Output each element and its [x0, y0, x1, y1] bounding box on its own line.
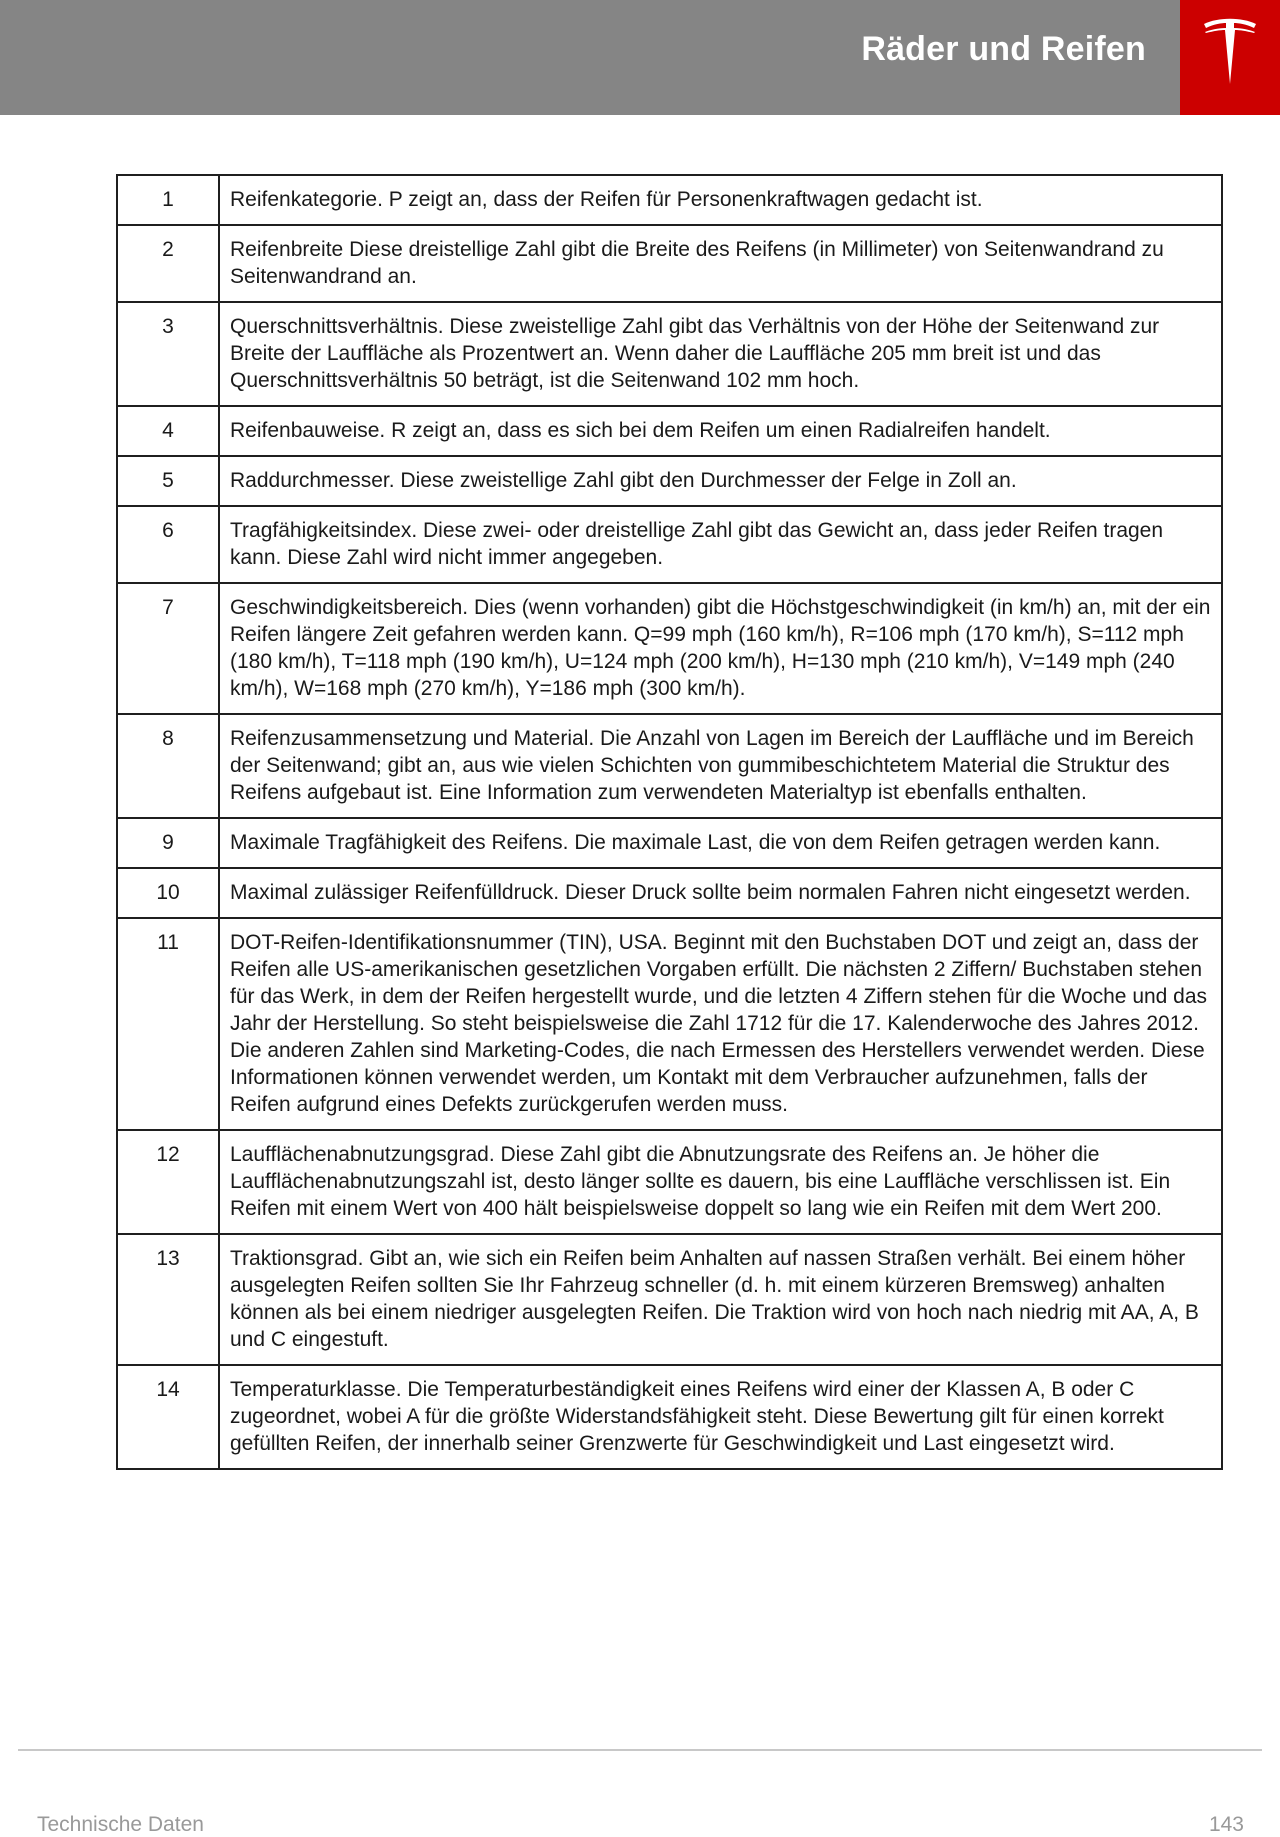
row-description: DOT-Reifen-Identifikationsnummer (TIN), USA. Beginnt mit den Buchstaben DOT und zeigt an, dass der Reifen alle US-amerikanischen gesetzlichen Vorgaben erfüllt. Die nächsten 2 Ziffern/ Buchstaben stehen für das Werk, in dem der Reifen hergestellt wurde, und die letzten 4 Ziffern stehen für die Woche und das Jahr der Herstellung. So steht beispielsweise die Zahl 1712 für die 17. Kalenderwoche des Jahres 2012. Die anderen Zahlen sind Marketing-Codes, die nach Ermessen des Herstellers verwendet werden. Diese Informationen können verwendet werden, um Kontakt mit dem Verbraucher aufzunehmen, falls der Reifen aufgrund eines Defekts zurückgerufen werden muss.: [219, 918, 1222, 1130]
table-row: [117, 918, 1222, 1130]
table-row: [117, 714, 1222, 818]
row-description: Traktionsgrad. Gibt an, wie sich ein Reifen beim Anhalten auf nassen Straßen verhält. Bei einem höher ausgelegten Reifen sollten Sie Ihr Fahrzeug schneller (d. h. mit einem kürzeren Bremsweg) anhalten können als bei einem niedriger ausgelegten Reifen. Die Traktion wird von hoch nach niedrig mit AA, A, B und C eingestuft.: [219, 1234, 1222, 1365]
table-row: [117, 506, 1222, 583]
row-number: 10: [117, 868, 219, 918]
row-number: 11: [117, 918, 219, 1130]
row-description: Raddurchmesser. Diese zweistellige Zahl gibt den Durchmesser der Felge in Zoll an.: [219, 456, 1222, 506]
row-number: 9: [117, 818, 219, 868]
row-description: Maximale Tragfähigkeit des Reifens. Die maximale Last, die von dem Reifen getragen werden kann.: [219, 818, 1222, 868]
row-description: Laufflächenabnutzungsgrad. Diese Zahl gibt die Abnutzungsrate des Reifens an. Je höher die Laufflächenabnutzungszahl ist, desto länger sollte es dauern, bis eine Lauffläche verschlissen ist. Ein Reifen mit einem Wert von 400 hält beispielsweise doppelt so lang wie ein Reifen mit dem Wert 200.: [219, 1130, 1222, 1234]
row-description: Querschnittsverhältnis. Diese zweistellige Zahl gibt das Verhältnis von der Höhe der Seitenwand zur Breite der Lauffläche als Prozentwert an. Wenn daher die Lauffläche 205 mm breit ist und das Querschnittsverhältnis 50 beträgt, ist die Seitenwand 102 mm hoch.: [219, 302, 1222, 406]
row-description: Reifenbreite Diese dreistellige Zahl gibt die Breite des Reifens (in Millimeter) von Seitenwandrand zu Seitenwandrand an.: [219, 225, 1222, 302]
row-number: 3: [117, 302, 219, 406]
row-number: 7: [117, 583, 219, 714]
row-number: 8: [117, 714, 219, 818]
table-row: [117, 818, 1222, 868]
row-description: Maximal zulässiger Reifenfülldruck. Dieser Druck sollte beim normalen Fahren nicht eingesetzt werden.: [219, 868, 1222, 918]
footer-divider: [18, 1749, 1262, 1751]
row-number: 1: [117, 175, 219, 225]
row-number: 13: [117, 1234, 219, 1365]
row-number: 14: [117, 1365, 219, 1469]
page-title: Räder und Reifen: [861, 30, 1146, 68]
table-row: [117, 406, 1222, 456]
table-row: [117, 1365, 1222, 1469]
page-header: [0, 0, 1180, 115]
row-description: Reifenzusammensetzung und Material. Die Anzahl von Lagen im Bereich der Lauffläche und im Bereich der Seitenwand; gibt an, aus wie vielen Schichten von gummibeschichtetem Material die Struktur des Reifens aufgebaut ist. Eine Information zum verwendeten Materialtyp ist ebenfalls enthalten.: [219, 714, 1222, 818]
table-row: [117, 868, 1222, 918]
row-description: Geschwindigkeitsbereich. Dies (wenn vorhanden) gibt die Höchstgeschwindigkeit (in km/h) an, mit der ein Reifen längere Zeit gefahren werden kann. Q=99 mph (160 km/h), R=106 mph (170 km/h), S=112 mph (180 km/h), T=118 mph (190 km/h), U=124 mph (200 km/h), H=130 mph (210 km/h), V=149 mph (240 km/h), W=168 mph (270 km/h), Y=186 mph (300 km/h).: [219, 583, 1222, 714]
row-description: Tragfähigkeitsindex. Diese zwei- oder dreistellige Zahl gibt das Gewicht an, dass jeder Reifen tragen kann. Diese Zahl wird nicht immer angegeben.: [219, 506, 1222, 583]
row-number: 4: [117, 406, 219, 456]
footer-section-name: Technische Daten: [37, 1813, 204, 1836]
table-row: [117, 302, 1222, 406]
row-number: 2: [117, 225, 219, 302]
page-number: 143: [1208, 1813, 1244, 1836]
table-row: [117, 583, 1222, 714]
row-number: 6: [117, 506, 219, 583]
tire-marking-table: [116, 174, 1223, 1470]
table-row: [117, 1130, 1222, 1234]
table-row: [117, 225, 1222, 302]
row-number: 12: [117, 1130, 219, 1234]
table-row: [117, 456, 1222, 506]
brand-logo: [1180, 0, 1280, 115]
row-description: Reifenbauweise. R zeigt an, dass es sich bei dem Reifen um einen Radialreifen handelt.: [219, 406, 1222, 456]
row-description: Reifenkategorie. P zeigt an, dass der Reifen für Personenkraftwagen gedacht ist.: [219, 175, 1222, 225]
table-row: [117, 175, 1222, 225]
table-row: [117, 1234, 1222, 1365]
row-number: 5: [117, 456, 219, 506]
tesla-logo-icon: [1202, 18, 1258, 86]
row-description: Temperaturklasse. Die Temperaturbeständigkeit eines Reifens wird einer der Klassen A, B oder C zugeordnet, wobei A für die größte Widerstandsfähigkeit steht. Diese Bewertung gilt für einen korrekt gefüllten Reifen, der innerhalb seiner Grenzwerte für Geschwindigkeit und Last eingesetzt wird.: [219, 1365, 1222, 1469]
